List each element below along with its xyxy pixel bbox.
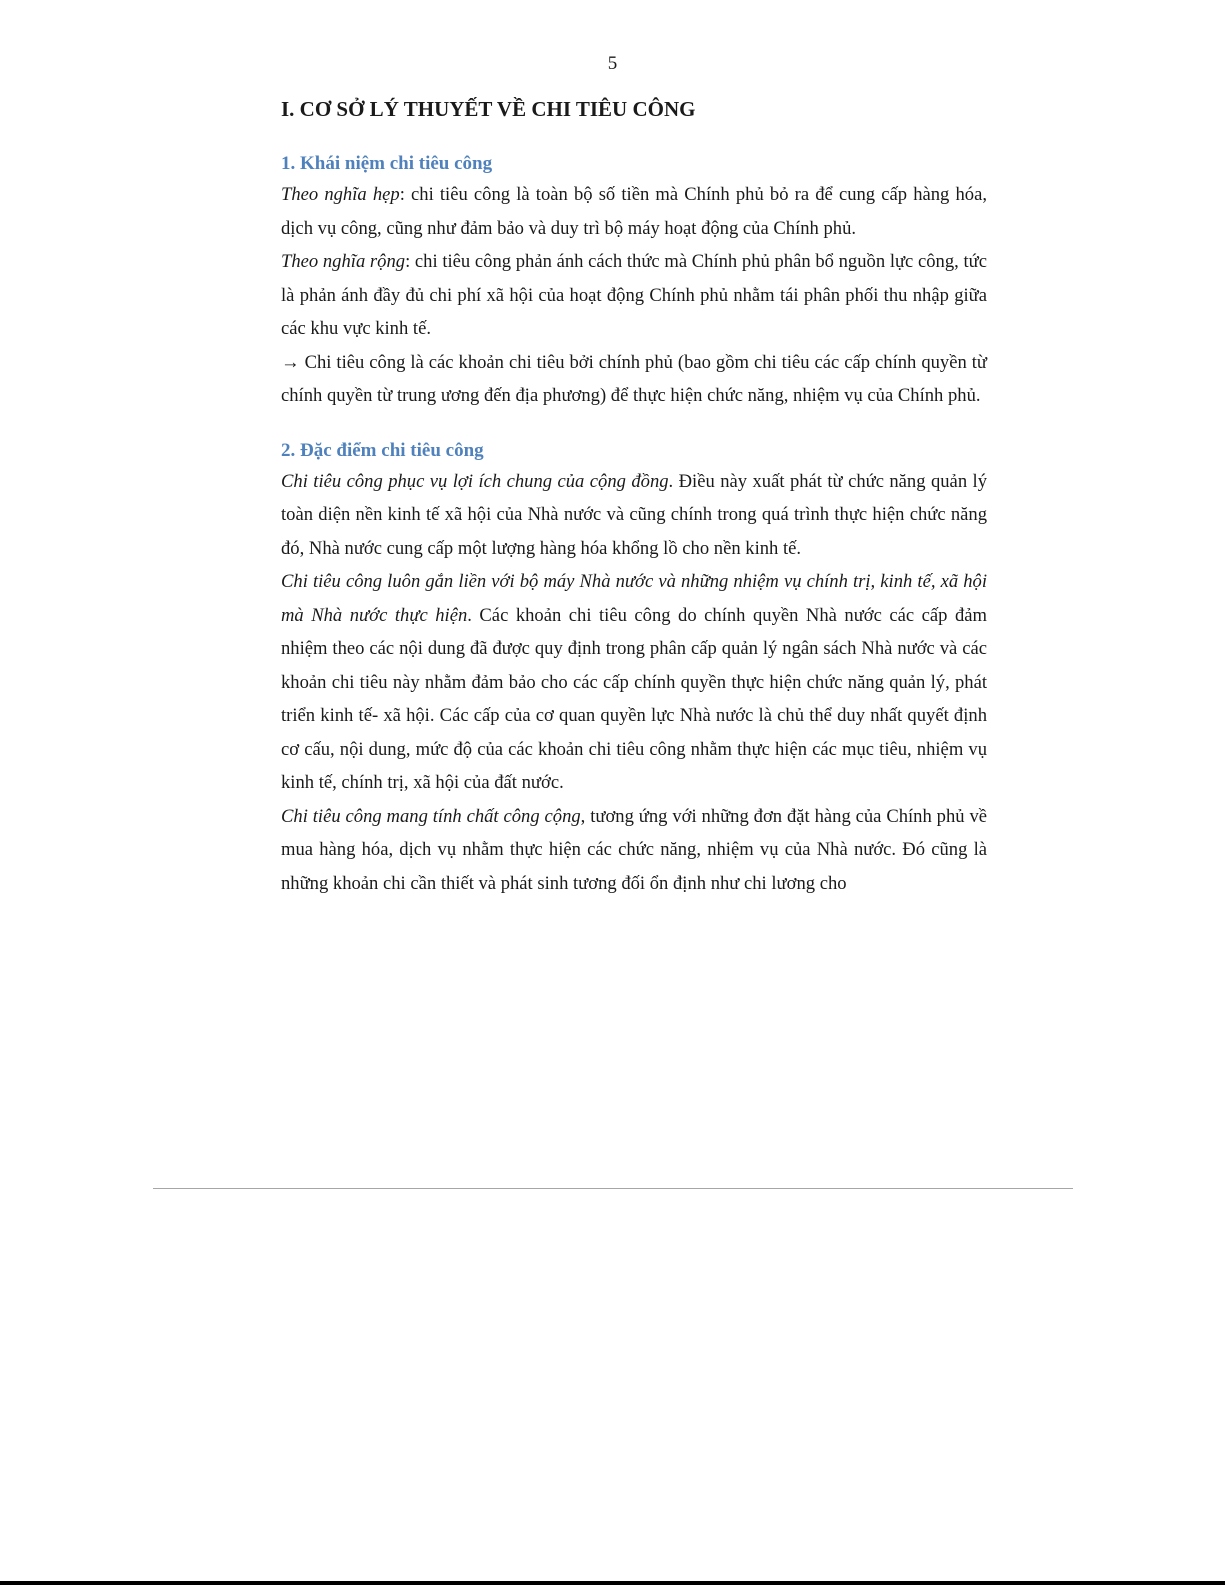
paragraph-lead: Theo nghĩa rộng [281, 251, 406, 272]
paragraph-text: : chi tiêu công là toàn bộ số tiền mà Chính phủ bỏ ra để cung cấp hàng hóa, dịch vụ công, cũng như đảm bảo và duy trì bộ máy hoạt động của Chính phủ. [281, 184, 988, 239]
subheading-concept: 1. Khái niệm chi tiêu công [281, 153, 493, 174]
paragraph-text: , tương ứng với những đơn đặt hàng của Chính phủ về mua hàng hóa, dịch vụ nhằm thực hiện các chức năng, nhiệm vụ của Nhà nước. Đó cũng là những khoản chi cần thiết và phát sinh tương đối ổn định như chi lương cho [281, 805, 987, 894]
paragraph-text: → Chi tiêu công là các khoản chi tiêu bởi chính phủ (bao gồm chi tiêu các cấp chính quyền từ chính quyền từ trung ương đến địa phương) để thực hiện chức năng, nhiệm vụ của Chính phủ. [281, 351, 987, 406]
paragraph-lead: Chi tiêu công luôn gắn liền với bộ máy Nhà nước và những nhiệm vụ chính trị, kinh tế, xã hội mà Nhà nước thực hiện [281, 571, 987, 626]
paragraph-lead: Theo nghĩa hẹp [281, 184, 400, 205]
paragraph-lead: Chi tiêu công mang tính chất công cộng [281, 805, 581, 827]
paragraph-broad-definition [281, 245, 987, 346]
section-title: I. CƠ SỞ LÝ THUYẾT VỀ CHI TIÊU CÔNG [281, 97, 696, 121]
subheading-characteristics: 2. Đặc điểm chi tiêu công [281, 439, 484, 461]
page-number: 5 [607, 53, 618, 74]
paragraph-text: . Điều này xuất phát từ chức năng quản lý toàn diện nền kinh tế xã hội của Nhà nước và cũng chính trong quá trình thực hiện chức năng đó, Nhà nước cung cấp một lượng hàng hóa khổng lồ cho nền kinh tế. [281, 470, 988, 559]
paragraph-public-nature [281, 800, 987, 901]
paragraph-text: : chi tiêu công phản ánh cách thức mà Chính phủ phân bổ nguồn lực công, tức là phản ánh đầy đủ chi phí xã hội của hoạt động Chính phủ nhằm tái phân phối thu nhập giữa các khu vực kinh tế. [281, 251, 987, 339]
paragraph-text: . Các khoản chi tiêu công do chính quyền Nhà nước các cấp đảm nhiệm theo các nội dung đã được quy định trong phân cấp quản lý ngân sách Nhà nước và các khoản chi tiêu này nhằm đảm bảo cho các cấp chính quyền thực hiện chức năng quản lý, phát triển kinh tế- xã hội. Các cấp của cơ quan quyền lực Nhà nước là chủ thể duy nhất quyết định cơ cấu, nội dung, mức độ của các khoản chi tiêu công nhằm thực hiện các mục tiêu, nhiệm vụ kinh tế, chính trị, xã hội của đất nước. [281, 604, 987, 793]
paragraph-conclusion [281, 346, 987, 413]
paragraph-state-apparatus [281, 565, 987, 800]
paragraph-narrow-definition [281, 178, 987, 245]
paragraph-public-benefit [281, 465, 987, 566]
document-body [281, 94, 987, 900]
page-divider [153, 1188, 1073, 1189]
bottom-edge-bar [0, 1581, 1225, 1585]
paragraph-lead: Chi tiêu công phục vụ lợi ích chung của cộng đồng [281, 470, 669, 492]
